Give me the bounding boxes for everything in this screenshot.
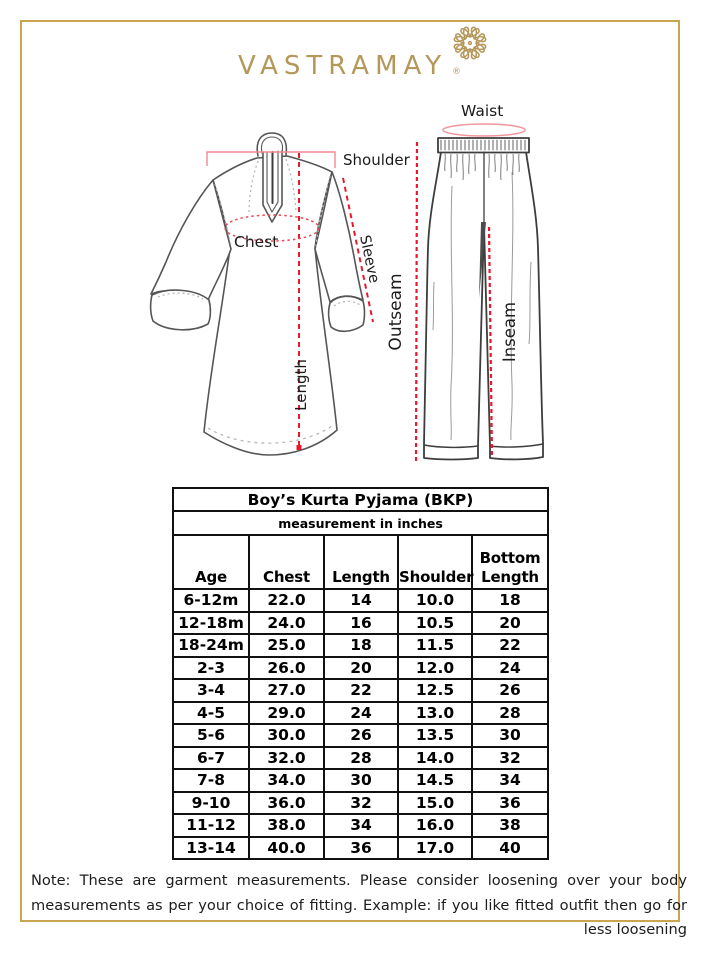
table-row [173, 589, 548, 612]
cell-shoulder: 10.5 [398, 612, 472, 635]
cell-shoulder: 16.0 [398, 814, 472, 837]
cell-shoulder: 10.0 [398, 589, 472, 612]
column-header-age: Age [173, 535, 249, 589]
size-diagram [0, 95, 720, 485]
cell-age: 18-24m [173, 634, 249, 657]
column-header-length: Length [324, 535, 398, 589]
cell-age: 12-18m [173, 612, 249, 635]
column-header-shoulder: Shoulder [398, 535, 472, 589]
cell-shoulder: 15.0 [398, 792, 472, 815]
cell-bottom-length: 30 [472, 724, 548, 747]
label-length: Length [292, 359, 310, 411]
cell-chest: 27.0 [249, 679, 324, 702]
cell-bottom-length: 34 [472, 769, 548, 792]
cell-chest: 26.0 [249, 657, 324, 680]
cell-length: 22 [324, 679, 398, 702]
table-row [173, 837, 548, 860]
garment-measurement-note: Note: These are garment measurements. Please consider loosening over your body measurements as per your choice of fitting. Example: if you like fitted outfit then go for less loosening [31, 872, 687, 939]
cell-bottom-length: 24 [472, 657, 548, 680]
cell-length: 26 [324, 724, 398, 747]
label-inseam: Inseam [500, 301, 519, 363]
cell-shoulder: 14.5 [398, 769, 472, 792]
cell-bottom-length: 38 [472, 814, 548, 837]
cell-chest: 36.0 [249, 792, 324, 815]
cell-bottom-length: 26 [472, 679, 548, 702]
kurta-drawing [151, 133, 365, 455]
cell-bottom-length: 32 [472, 747, 548, 770]
cell-chest: 22.0 [249, 589, 324, 612]
cell-bottom-length: 28 [472, 702, 548, 725]
table-subtitle-row [173, 511, 548, 535]
cell-age: 11-12 [173, 814, 249, 837]
cell-chest: 30.0 [249, 724, 324, 747]
column-header-chest: Chest [249, 535, 324, 589]
cell-shoulder: 14.0 [398, 747, 472, 770]
size-chart-title: Boy’s Kurta Pyjama (BKP) [173, 488, 548, 511]
label-outseam: Outseam [386, 273, 406, 351]
cell-age: 3-4 [173, 679, 249, 702]
table-row [173, 769, 548, 792]
cell-length: 36 [324, 837, 398, 860]
registered-trademark-symbol: ® [452, 67, 461, 77]
column-header-bottom-length: Bottom Length [472, 535, 548, 589]
cell-shoulder: 12.5 [398, 679, 472, 702]
cell-chest: 32.0 [249, 747, 324, 770]
cell-shoulder: 11.5 [398, 634, 472, 657]
cell-length: 16 [324, 612, 398, 635]
cell-bottom-length: 20 [472, 612, 548, 635]
cell-bottom-length: 36 [472, 792, 548, 815]
cell-chest: 34.0 [249, 769, 324, 792]
cell-age: 6-12m [173, 589, 249, 612]
cell-age: 2-3 [173, 657, 249, 680]
table-row [173, 657, 548, 680]
pyjama-drawing [424, 138, 543, 460]
cell-length: 20 [324, 657, 398, 680]
cell-length: 32 [324, 792, 398, 815]
cell-chest: 24.0 [249, 612, 324, 635]
cell-age: 13-14 [173, 837, 249, 860]
cell-age: 5-6 [173, 724, 249, 747]
cell-shoulder: 17.0 [398, 837, 472, 860]
table-row [173, 792, 548, 815]
cell-chest: 29.0 [249, 702, 324, 725]
cell-length: 34 [324, 814, 398, 837]
table-row [173, 612, 548, 635]
cell-length: 28 [324, 747, 398, 770]
table-header-row [173, 535, 548, 589]
table-row [173, 724, 548, 747]
cell-chest: 25.0 [249, 634, 324, 657]
cell-chest: 38.0 [249, 814, 324, 837]
cell-bottom-length: 22 [472, 634, 548, 657]
cell-length: 24 [324, 702, 398, 725]
cell-length: 14 [324, 589, 398, 612]
cell-shoulder: 13.5 [398, 724, 472, 747]
table-row [173, 702, 548, 725]
cell-shoulder: 12.0 [398, 657, 472, 680]
cell-chest: 40.0 [249, 837, 324, 860]
size-chart-subtitle: measurement in inches [173, 511, 548, 535]
table-row [173, 814, 548, 837]
table-row [173, 634, 548, 657]
brand-wordmark: VASTRAMAY [238, 51, 448, 81]
table-row [173, 679, 548, 702]
table-title-row [173, 488, 548, 511]
table-row [173, 747, 548, 770]
cell-age: 6-7 [173, 747, 249, 770]
label-sleeve: Sleeve [356, 233, 382, 285]
cell-bottom-length: 40 [472, 837, 548, 860]
cell-shoulder: 13.0 [398, 702, 472, 725]
brand-emblem-icon [447, 21, 493, 65]
cell-age: 7-8 [173, 769, 249, 792]
label-shoulder: Shoulder [343, 151, 410, 169]
cell-age: 9-10 [173, 792, 249, 815]
label-waist: Waist [461, 102, 504, 120]
label-chest: Chest [234, 233, 279, 251]
size-chart-table [172, 487, 549, 860]
cell-length: 18 [324, 634, 398, 657]
cell-age: 4-5 [173, 702, 249, 725]
cell-length: 30 [324, 769, 398, 792]
cell-bottom-length: 18 [472, 589, 548, 612]
